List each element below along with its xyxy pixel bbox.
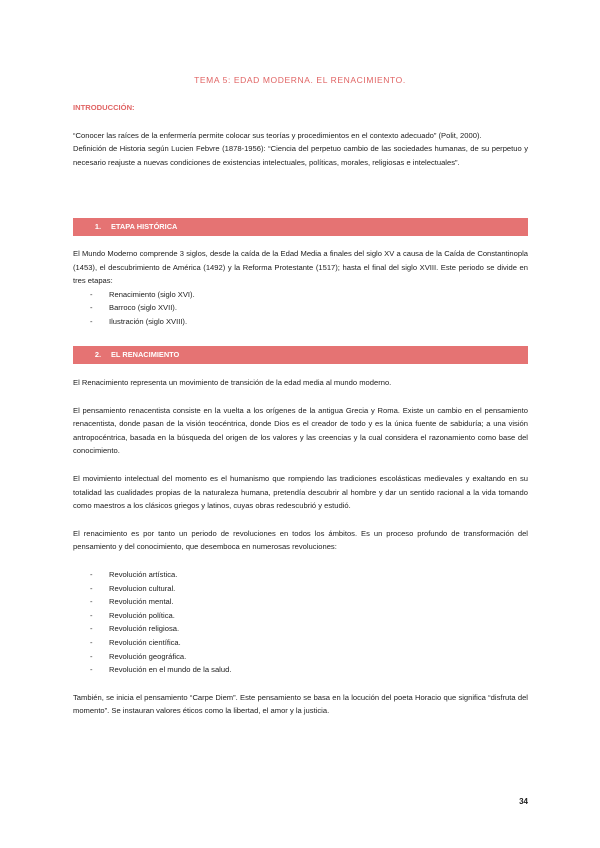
revolutions-list [73,568,528,677]
list-item: - Ilustración (siglo XVIII). [73,315,528,329]
list-item: - Revolución en el mundo de la salud. [73,663,528,677]
section-1-header [73,218,528,236]
section-2-paragraph-4: El renacimiento es por tanto un periodo de revoluciones en todos los ámbitos. Es un proceso profundo de transformación del pensamiento y del conocimiento, que desemboca en numerosas revoluciones: [73,528,528,552]
section-2-paragraph-5: También, se inicia el pensamiento “Carpe Diem”. Este pensamiento se basa en la locución del poeta Horacio que significa “disfruta del momento”. Se instauran valores éticos como la libertad, el amor y la justicia. [73,692,528,716]
list-item: - Revolución artística. [73,568,528,582]
section-2-header [73,346,528,364]
intro-quote: “Conocer las raíces de la enfermería permite colocar sus teorías y procedimientos en el contexto adecuado” (Polit, 2000). [73,130,482,140]
list-item: - Revolución religiosa. [73,622,528,636]
page-number: 34 [519,797,528,806]
list-item: - Barroco (siglo XVII). [73,301,528,315]
section-2-paragraph-3: El movimiento intelectual del momento es el humanismo que rompiendo las tradiciones escolásticas medievales y exaltando en su totalidad las cualidades propias de la naturaleza humana, pretendía descubrir al hombre y dar un sentido racional a la vida tomando como maestros a los clásicos griegos y latinos, cuyas obras redescubrió y estudió. [73,473,528,511]
era-list [73,288,528,329]
section-2-paragraph-1: El Renacimiento representa un movimiento de transición de la edad media al mundo moderno. [73,378,392,387]
introduction-heading: INTRODUCCIÓN: [73,103,135,112]
list-item: - Renacimiento (siglo XVI). [73,288,528,302]
section-1-number: 1. [94,222,101,231]
section-1-paragraph: El Mundo Moderno comprende 3 siglos, desde la caída de la Edad Media a finales del siglo XV a causa de la Caída de Constantinopla (1453), el descubrimiento de América (1492) y la Reforma Protestante (1517); hasta el final del siglo XVIII. Este periodo se divide en tres etapas: [73,249,528,286]
section-1-title: ETAPA HISTÓRICA [111,222,178,231]
section-2-number: 2. [94,350,101,359]
section-2-body [73,376,528,718]
section-2-paragraph-2: El pensamiento renacentista consiste en la vuelta a los orígenes de la antigua Grecia y Roma. Existe un cambio en el pensamiento renacentista, donde pasan de la visión teocéntrica, donde Dios es el creador de todo y es la única fuente de sabiduría; a una visión antropocéntrica, basada en la búsqueda del origen de los valores y las creencias y la cual considera el razonamiento como base del conocimiento. [73,405,528,456]
section-1-body [73,247,528,329]
page-title: TEMA 5: EDAD MODERNA. EL RENACIMIENTO. [194,75,406,85]
list-item: - Revolución política. [73,609,528,623]
list-item: - Revolución mental. [73,595,528,609]
list-item: - Revolución científica. [73,636,528,650]
intro-definition: Definición de Historia según Lucien Febvre (1878-1956): “Ciencia del perpetuo cambio de las sociedades humanas, de su perpetuo y necesario reajuste a nuevas condiciones de existencias intelectuales, políticas, morales, religiosas e intelectuales”. [73,144,528,167]
list-item: - Revolucion cultural. [73,582,528,596]
list-item: - Revolución geográfica. [73,650,528,664]
section-2-title: EL RENACIMIENTO [111,350,180,359]
introduction [73,101,528,169]
